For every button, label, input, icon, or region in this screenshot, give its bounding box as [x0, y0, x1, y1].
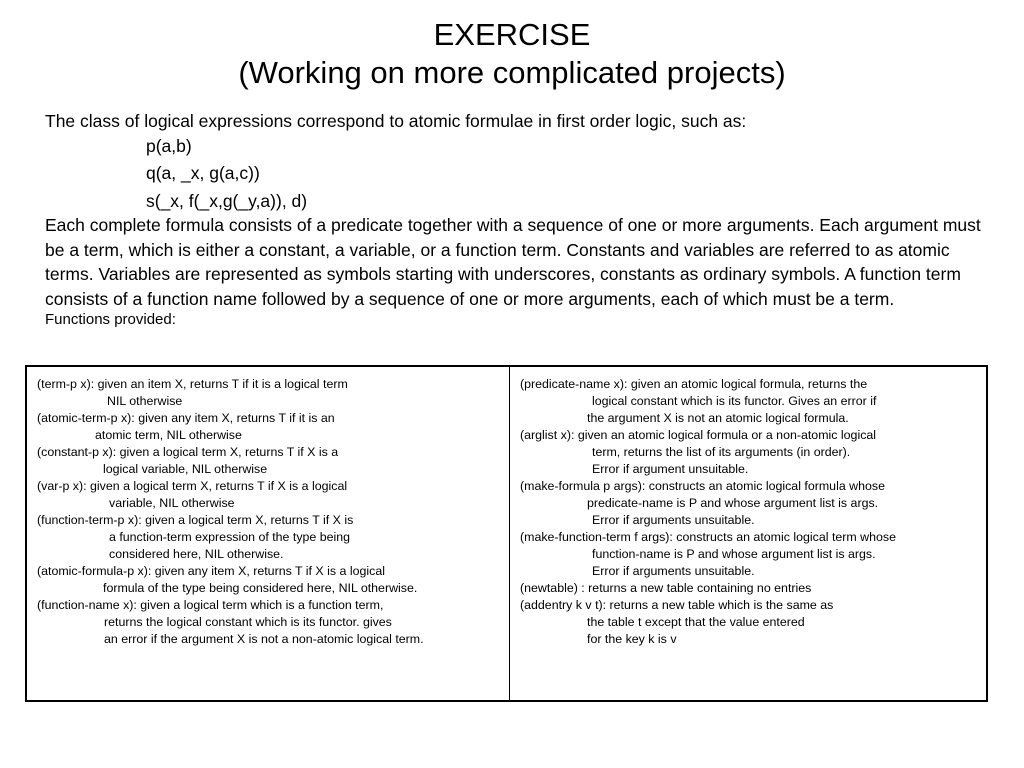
functions-label: Functions provided: [45, 311, 176, 328]
function-line: the table t except that the value entered [587, 615, 805, 629]
function-line: the argument X is not an atomic logical formula. [587, 411, 849, 425]
function-line: logical constant which is its functor. Gives an error if [592, 394, 877, 408]
function-line: atomic term, NIL otherwise [95, 428, 242, 442]
title-line-2: (Working on more complicated projects) [238, 55, 786, 90]
function-line: (var-p x): given a logical term X, returns T if X is a logical [37, 479, 348, 493]
function-line: for the key k is v [587, 632, 677, 646]
function-line: returns the logical constant which is its functor. gives [104, 615, 392, 629]
slide-title [0, 16, 1024, 92]
function-line: (term-p x): given an item X, returns T if it is a logical term [37, 377, 348, 391]
intro-paragraph: Each complete formula consists of a predicate together with a sequence of one or more arguments. Each argument must be a term, which is either a constant, a variable, or a function term. Constants and variables are referred to as atomic terms. Variables are represented as symbols starting with underscores, constants as ordinary symbols. A function term consists of a function name followed by a sequence of one or more arguments, each of which must be a term. [45, 215, 981, 309]
function-line: predicate-name is P and whose argument list is args. [587, 496, 879, 510]
function-line: (newtable) : returns a new table containing no entries [520, 581, 812, 595]
function-line: (make-formula p args): constructs an atomic logical formula whose [520, 479, 885, 493]
function-line: term, returns the list of its arguments (in order). [592, 445, 851, 459]
function-line: Error if arguments unsuitable. [592, 513, 755, 527]
function-line: (atomic-formula-p x): given any item X, returns T if X is a logical [37, 564, 385, 578]
function-line: (predicate-name x): given an atomic logical formula, returns the [520, 377, 868, 391]
function-line: (make-function-term f args): constructs an atomic logical term whose [520, 530, 896, 544]
intro-section [45, 109, 995, 329]
functions-table [25, 365, 988, 702]
functions-column-right [510, 367, 986, 700]
function-line: (addentry k v t): returns a new table which is the same as [520, 598, 834, 612]
function-line: Error if argument unsuitable. [592, 462, 749, 476]
function-line: (function-name x): given a logical term which is a function term, [37, 598, 384, 612]
function-line: (constant-p x): given a logical term X, returns T if X is a [37, 445, 339, 459]
function-line: variable, NIL otherwise [109, 496, 235, 510]
title-line-1: EXERCISE [433, 17, 591, 52]
function-line: NIL otherwise [107, 394, 183, 408]
function-line: a function-term expression of the type being [109, 530, 351, 544]
function-line: considered here, NIL otherwise. [109, 547, 284, 561]
functions-column-left [27, 367, 510, 700]
function-line: function-name is P and whose argument list is args. [592, 547, 876, 561]
function-line: Error if arguments unsuitable. [592, 564, 755, 578]
example-formula-2: q(a, _x, g(a,c)) [146, 163, 260, 183]
function-line: (atomic-term-p x): given any item X, returns T if it is an [37, 411, 335, 425]
function-line: (function-term-p x): given a logical term X, returns T if X is [37, 513, 354, 527]
intro-lead: The class of logical expressions correspond to atomic formulae in first order logic, such as: [45, 111, 747, 131]
function-line: an error if the argument X is not a non-atomic logical term. [104, 632, 424, 646]
function-line: (arglist x): given an atomic logical formula or a non-atomic logical [520, 428, 877, 442]
function-line: logical variable, NIL otherwise [103, 462, 268, 476]
example-formula-3: s(_x, f(_x,g(_y,a)), d) [146, 190, 308, 211]
function-line: formula of the type being considered here, NIL otherwise. [103, 581, 418, 595]
example-formula-1: p(a,b) [146, 135, 192, 156]
